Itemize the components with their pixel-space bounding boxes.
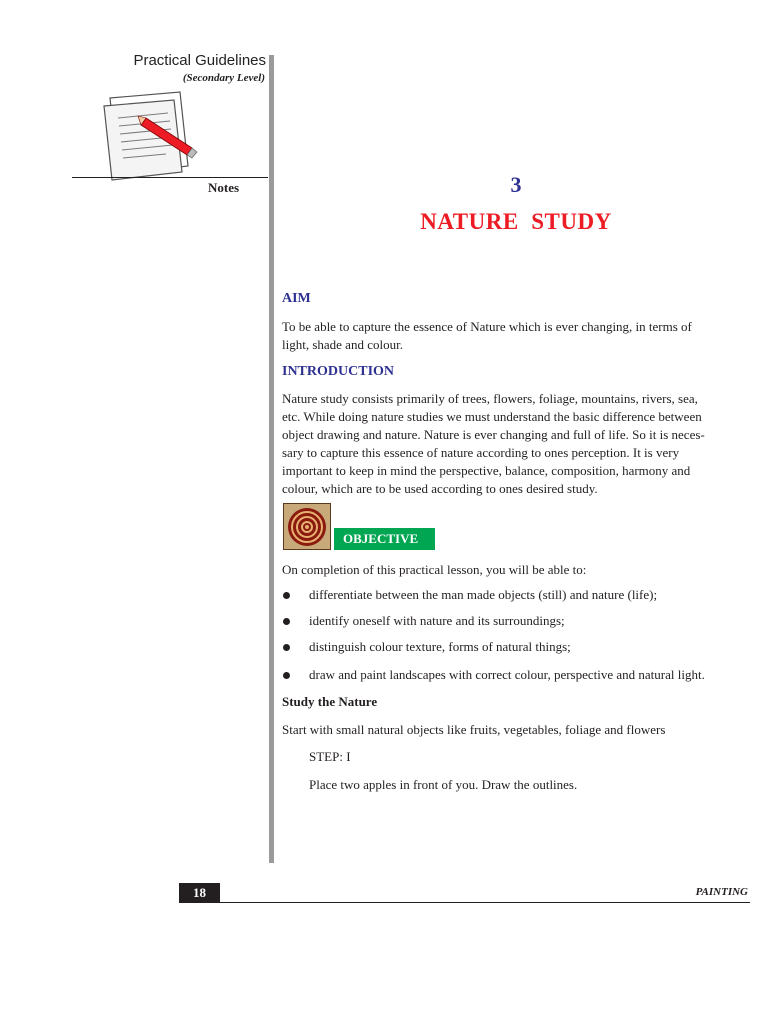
aim-heading: AIM	[282, 291, 311, 306]
chapter-title: NATURE STUDY	[420, 209, 612, 234]
objective-bullet: draw and paint landscapes with correct colour, perspective and natural light.	[309, 667, 705, 682]
bullet-dot	[283, 618, 290, 625]
study-heading: Study the Nature	[282, 694, 378, 709]
study-text: Start with small natural objects like fruits, vegetables, foliage and flowers	[282, 722, 666, 737]
introduction-line: sary to capture this essence of nature according to ones perception. It is very	[282, 445, 680, 460]
objective-bullet: identify oneself with nature and its surroundings;	[309, 613, 565, 628]
notepad-with-pencil-icon	[96, 88, 206, 183]
chapter-number: 3	[510, 172, 522, 197]
bullet-dot	[283, 644, 290, 651]
header-title: Practical Guidelines	[133, 52, 266, 69]
introduction-line: Nature study consists primarily of trees, flowers, foliage, mountains, rivers, sea,	[282, 391, 698, 406]
margin-bar	[269, 55, 274, 863]
introduction-line: etc. While doing nature studies we must understand the basic difference between	[282, 409, 702, 424]
introduction-line: important to keep in mind the perspective, balance, composition, harmony and	[282, 463, 691, 478]
bullet-dot	[283, 672, 290, 679]
step-text: Place two apples in front of you. Draw the outlines.	[309, 777, 578, 792]
footer-subject: PAINTING	[695, 886, 748, 898]
objective-intro: On completion of this practical lesson, you will be able to:	[282, 562, 587, 577]
header-subtitle: (Secondary Level)	[182, 72, 265, 84]
notes-divider	[72, 177, 268, 178]
aim-text-line: To be able to capture the essence of Nature which is ever changing, in terms of	[282, 319, 692, 334]
introduction-line: object drawing and nature. Nature is ever changing and full of life. So it is neces-	[282, 427, 705, 442]
bullet-dot	[283, 592, 290, 599]
objective-target-icon	[283, 503, 331, 550]
introduction-heading: INTRODUCTION	[282, 364, 395, 379]
step-label: STEP: I	[309, 749, 351, 764]
objective-badge: OBJECTIVE	[334, 528, 435, 550]
footer-rule	[179, 902, 750, 903]
objective-bullet: distinguish colour texture, forms of natural things;	[309, 639, 571, 654]
introduction-line: colour, which are to be used according to ones desired study.	[282, 481, 598, 496]
aim-text-line: light, shade and colour.	[282, 337, 403, 352]
objective-bullet: differentiate between the man made objects (still) and nature (life);	[309, 587, 658, 602]
notes-label: Notes	[208, 180, 240, 195]
page-number: 18	[179, 883, 220, 902]
